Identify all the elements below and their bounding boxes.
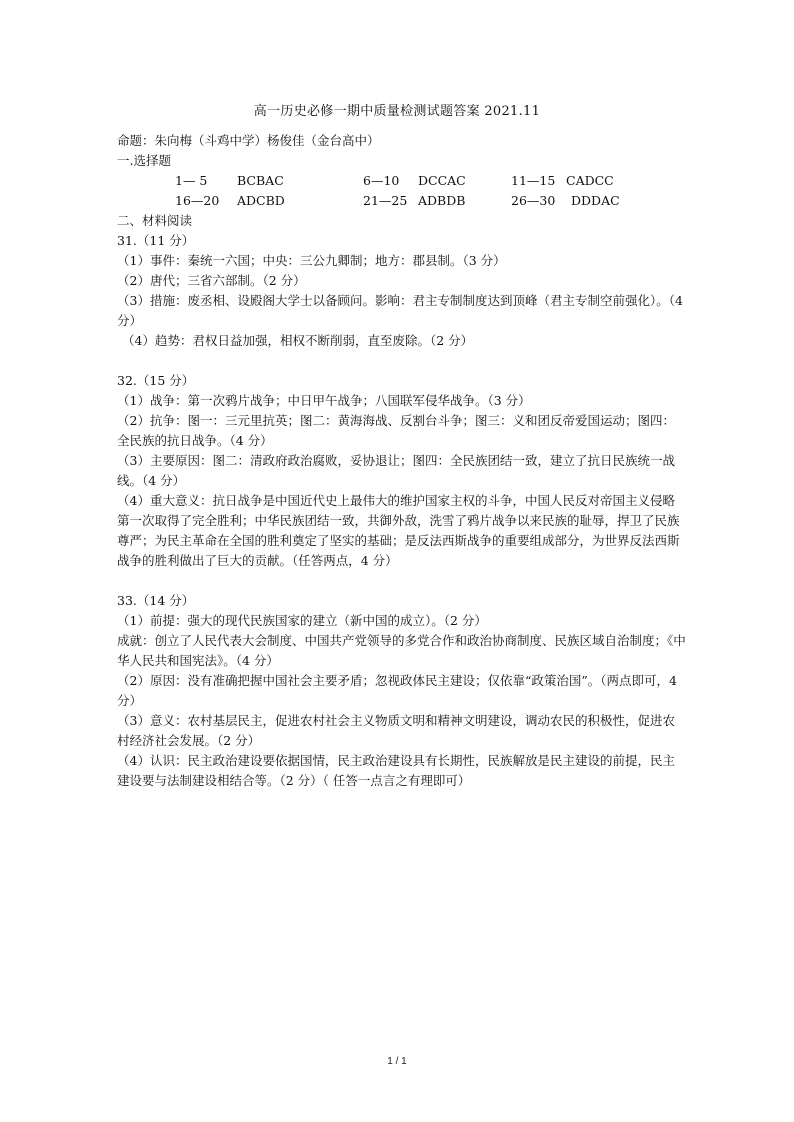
spacer: [117, 571, 687, 591]
question-32-answer-1: （1）战争：第一次鸦片战争；中日甲午战争；八国联军侵华战争。（3 分）: [117, 393, 531, 408]
document-title: 高一历史必修一期中质量检测试题答案 2021.11: [253, 104, 541, 119]
mc-range: 1— 5: [175, 173, 208, 188]
question-33-answer-1b: 成就：创立了人民代表大会制度、中国共产党领导的多党合作和政治协商制度、民族区域自治制度；《中华人民共和国宪法》。（4 分）: [117, 633, 686, 668]
mc-answer-group: [363, 171, 511, 191]
question-32-head: 32.（15 分）: [117, 373, 195, 388]
mc-answers: CADCC: [566, 173, 614, 188]
question-31-answer-4: （4）趋势：君权日益加强，相权不断削弱，直至废除。（2 分）: [122, 333, 474, 348]
question-32-answer-3: （3）主要原因：图二：清政府政治腐败，妥协退让；图四：全民族团结一致，建立了抗日民族统一战线。（4 分）: [117, 453, 675, 488]
mc-answers: DDDAC: [571, 193, 620, 208]
answer-content: [117, 131, 687, 791]
section-heading-choice: 一.选择题: [117, 153, 171, 168]
mc-range: 6—10: [363, 173, 400, 188]
mc-answer-group: [175, 171, 363, 191]
spacer: [117, 351, 687, 371]
mc-answer-row: [117, 191, 687, 211]
question-31-answer-3: （3）措施：废丞相、设殿阁大学士以备顾问。影响：君主专制制度达到顶峰（君主专制空前强化）。（4 分）: [117, 293, 683, 328]
question-31-answer-2: （2）唐代；三省六部制。（2 分）: [117, 273, 306, 288]
section-heading-reading: 二、材料阅读: [117, 213, 193, 228]
question-33-answer-2: （2）原因：没有准确把握中国社会主要矛盾；忽视政体民主建设；仅依靠“政策治国”。（两点即可，4 分）: [117, 673, 677, 708]
mc-answer-group: [511, 171, 614, 191]
mc-range: 16—20: [175, 193, 220, 208]
authors-line: 命题：朱向梅（斗鸡中学）杨俊佳（金台高中）: [117, 133, 380, 148]
mc-answers: BCBAC: [237, 173, 284, 188]
question-33-answer-4: （4）认识：民主政治建设要依据国情，民主政治建设具有长期性，民族解放是民主建设的前提，民主建设要与法制建设相结合等。（2 分）（ 任答一点言之有理即可）: [117, 753, 675, 788]
question-33-answer-3: （3）意义：农村基层民主，促进农村社会主义物质文明和精神文明建设，调动农民的积极性，促进农村经济社会发展。（2 分）: [117, 713, 675, 748]
mc-answers: ADCBD: [237, 193, 285, 208]
mc-answer-group: [175, 191, 363, 211]
question-32-answer-4: （4）重大意义：抗日战争是中国近代史上最伟大的维护国家主权的斗争，中国人民反对帝国主义侵略第一次取得了完全胜利；中华民族团结一致，共御外敌，洗雪了鸦片战争以来民族的耻辱，捍卫了民族尊严；为民主革命在全国的胜利奠定了坚实的基础；是反法西斯战争的重要组成部分，为世界反法西斯战争的胜利做出了巨大的贡献。（任答两点，4 分）: [117, 493, 680, 568]
page-number: 1 / 1: [387, 1056, 407, 1067]
mc-range: 26—30: [511, 193, 556, 208]
mc-answer-group: [511, 191, 620, 211]
mc-answers: ADBDB: [418, 193, 466, 208]
question-32-answer-2: （2）抗争：图一：三元里抗英；图二：黄海海战、反割台斗争；图三：义和团反帝爱国运动；图四：全民族的抗日战争。（4 分）: [117, 413, 675, 448]
question-31-head: 31.（11 分）: [117, 233, 195, 248]
question-31-answer-1: （1）事件：秦统一六国；中央：三公九卿制；地方：郡县制。（3 分）: [117, 253, 506, 268]
mc-range: 21—25: [363, 193, 408, 208]
mc-answer-group: [363, 191, 511, 211]
question-33-answer-1: （1）前提：强大的现代民族国家的建立（新中国的成立）。（2 分）: [117, 613, 487, 628]
mc-answers: DCCAC: [418, 173, 466, 188]
mc-range: 11—15: [511, 173, 556, 188]
mc-answer-row: [117, 171, 687, 191]
question-33-head: 33.（14 分）: [117, 593, 195, 608]
